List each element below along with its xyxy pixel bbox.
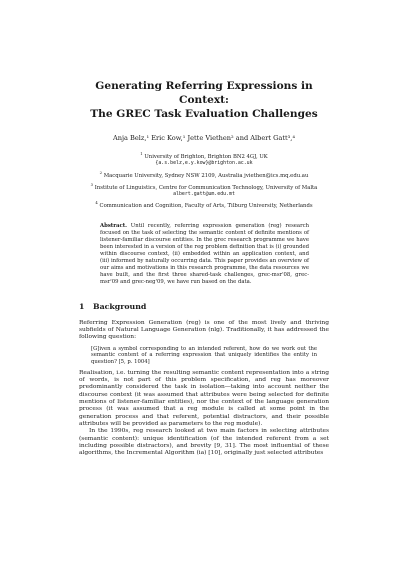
section-heading: [79, 302, 329, 312]
affiliation-2: [79, 170, 329, 179]
affiliation-email: albert.gatt@um.edu.mt: [173, 190, 235, 197]
abstract-label: Abstract.: [100, 223, 127, 230]
body-paragraph-2: Realisation, i.e. turning the resulting semantic content representation into a string of words, is not part of this problem specification, and reg has moreover predominantly considered the task in isolation—taking into account neither the discourse context (it was assumed that attributes were being selected for definite mentions of listener-familiar entities), nor the context of the language generation process (it was assumed that a reg module is called at some point in the generation process and that referent, potential distractors, and their possible attributes will be provided as parameters to the reg module).: [79, 369, 329, 428]
affiliation-text: Macquarie University, Sydney NSW 2109, Australia jviethen@ics.mq.edu.au: [103, 172, 309, 179]
block-quote: [G]iven a symbol corresponding to an intended referent, how do we work out the semantic content of a referring expression that uniquely identifies the entity in question? [5, p. 1004]: [91, 345, 317, 365]
affiliation-email: {a.s.belz,e.y.kow}@brighton.ac.uk: [155, 160, 253, 167]
affiliation-text: Institute of Linguistics, Centre for Communication Technology, University of Malta: [94, 184, 318, 191]
body-paragraph-1: Referring Expression Generation (reg) is one of the most lively and thriving subfields of Natural Language Generation (nlg). Traditionally, it has addressed the following question:: [79, 319, 329, 341]
affiliation-number: 1: [140, 151, 143, 156]
affiliation-number: 2: [99, 169, 103, 175]
affiliation-3: [79, 182, 329, 198]
title-line-2: The GREC Task Evaluation Challenges: [90, 108, 318, 120]
body-paragraph-3: In the 1990s, reg research looked at two main factors in selecting attributes (semantic content): unique identification (of the intended referent from a set including possible distractors), and brevity [9, 31]. The most influential of these algorithms, the Incremental Algorithm (ia) [10], originally just selected attributes: [79, 428, 329, 457]
affiliation-1: [79, 151, 329, 167]
abstract: [100, 223, 309, 285]
affiliation-text: Communication and Cognition, Faculty of Arts, Tilburg University, Netherlands: [99, 202, 313, 209]
section-number: 1: [79, 301, 85, 311]
section-title: Background: [93, 301, 147, 311]
abstract-text: Until recently, referring expression generation (reg) research focused on the task of selecting the semantic content of definite mentions of listener-familiar discourse entities. In the grec research programme we have been interested in a version of the reg problem definition that is (i) grounded within discourse context, (ii) embedded within an application context, and (iii) informed by naturally occurring data. This paper provides an overview of our aims and motivations in this research programme, the data resources we have built, and the first three shared-task challenges, grec-msr'08, grec-msr'09 and grec-neg'09, we have run based on the data.: [100, 223, 309, 285]
affiliation-4: [79, 200, 329, 209]
title-line-1: Generating Referring Expressions in Context:: [95, 80, 313, 106]
affiliation-text: University of Brighton, Brighton BN2 4GJ, UK: [144, 153, 268, 160]
affiliations: [79, 151, 329, 209]
affiliation-number: 3: [90, 181, 94, 187]
paper-title: [79, 0, 329, 121]
affiliation-number: 4: [95, 200, 98, 206]
author-list: Anja Belz,¹ Eric Kow,¹ Jette Viethen² and Albert Gatt³,⁴: [112, 134, 296, 142]
